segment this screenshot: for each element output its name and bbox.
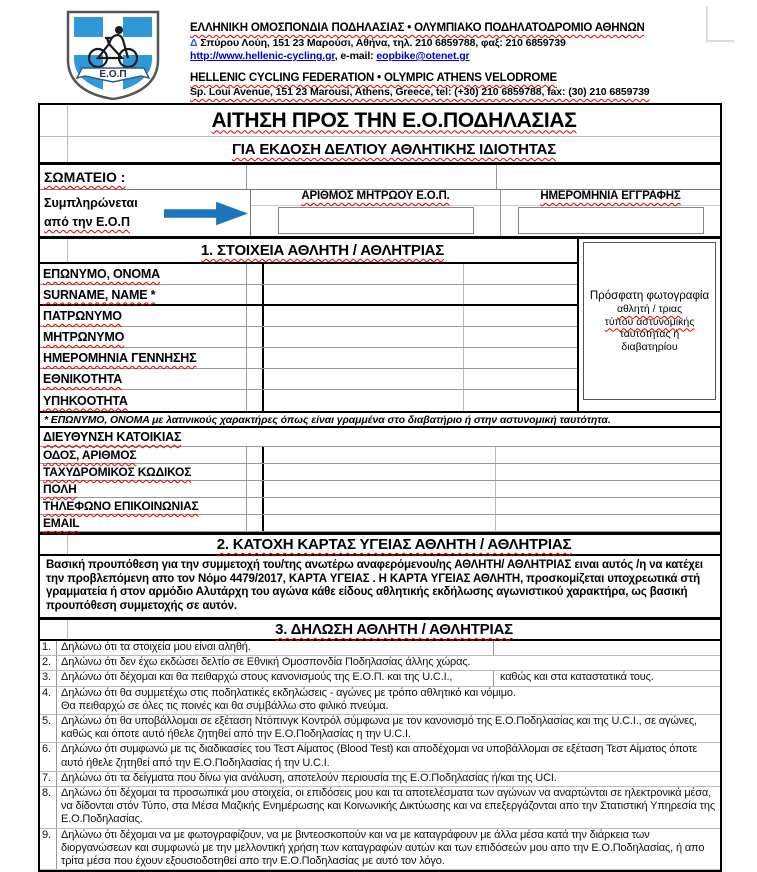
item-text-line: Δηλώνω ότι συμφωνώ με τις διαδικασίες του Τεστ Αίματος (Blood Test) και αποδέχομαι να υποβάλλομαι σε εξέταση Τεστ Αίματος όποτε αυτό ήθελε ζητηθεί από την Ε.Ο.Ποδηλασίας ή την U.C.I. <box>61 743 698 769</box>
office-use-line2: από την Ε.Ο.Π <box>44 215 131 229</box>
form-subtitle: ΓΙΑ ΕΚΔΟΣΗ ΔΕΛΤΙΟΥ ΑΘΛΗΤΙΚΗΣ ΙΔΙΟΤΗΤΑΣ <box>231 141 556 158</box>
photo-note-line: αθλητή / τριας <box>616 303 683 315</box>
field-input-secondary[interactable] <box>464 390 577 411</box>
address-greek <box>190 37 582 63</box>
section2-title: 2. ΚΑΤΟΧΗ ΚΑΡΤΑΣ ΥΓΕΙΑΣ ΑΘΛΗΤΗ / ΑΘΛΗΤΡΙΑΣ <box>216 536 572 553</box>
athlete-field-row <box>40 348 577 369</box>
field-input-secondary[interactable] <box>496 481 720 497</box>
declaration-item <box>40 829 720 871</box>
spacer-cell <box>40 105 68 136</box>
declaration-item <box>40 715 720 743</box>
org-name-greek: ΕΛΛΗΝΙΚΗ ΟΜΟΣΠΟΝΔΙΑ ΠΟΔΗΛΑΣΙΑΣ • ΟΛΥΜΠΙΑΚΟ ΠΟΔΗΛΑΤΟΔΡΟΜΙΟ ΑΘΗΝΩΝ <box>190 22 645 34</box>
text-segment: , e-mail: <box>334 50 377 62</box>
office-use-note <box>40 190 250 236</box>
field-label: ΗΜΕΡΟΜΗΝΙΑ ΓΕΝΝΗΣΗΣ <box>40 348 247 368</box>
item-number: 7. <box>40 772 57 786</box>
section1-header <box>40 239 577 264</box>
logo-text: Ε.Ο.Π <box>99 69 127 80</box>
item-text-line: Δηλώνω ότι δέχομαι και θα πειθαρχώ στους κανονισμούς της Ε.Ο.Π. και της U.C.I., <box>61 671 453 684</box>
item-text-line: Θα πειθαρχώ σε όλες τις ποινές και θα συμβάλλω στο φιλικό πνεύμα. <box>61 699 389 712</box>
address-field-row <box>40 515 720 532</box>
field-input[interactable] <box>264 306 464 326</box>
declaration-item <box>40 743 720 771</box>
field-input[interactable] <box>264 369 464 389</box>
narrow-cell <box>247 498 264 514</box>
org-name-english: HELLENIC CYCLING FEDERATION • OLYMPIC ATHENS VELODROME <box>190 72 557 84</box>
text-segment: Δ <box>190 37 201 49</box>
photo-note-line: διαβατηρίου <box>621 340 678 353</box>
section1-title: 1. ΣΤΟΙΧΕΙΑ ΑΘΛΗΤΗ / ΑΘΛΗΤΡΙΑΣ <box>200 242 445 259</box>
text-segment: Σπύρου Λούη, 151 23 Μαρούσι, Αθήνα, τηλ. 210 6859788, φαξ: 210 6859739 <box>200 37 566 49</box>
field-input[interactable] <box>264 264 464 284</box>
field-input[interactable] <box>264 447 496 463</box>
athlete-field-row <box>40 327 577 348</box>
field-input-secondary[interactable] <box>496 498 720 514</box>
address-field-row <box>40 498 720 515</box>
field-label: ΠΟΛΗ <box>40 481 247 497</box>
letterhead <box>62 8 738 100</box>
declaration-item <box>40 687 720 715</box>
field-input[interactable] <box>264 285 464 304</box>
address-field-row <box>40 481 720 498</box>
club-row <box>40 162 720 189</box>
item-text <box>57 671 493 685</box>
field-label: EMAIL <box>40 515 247 531</box>
latin-characters-footnote: * ΕΠΩΝΥΜΟ, ΟΝΟΜΑ με λατινικούς χαρακτήρες όπως είναι γραμμένα στο διαβατήριο ή στην αστυνομική ταυτότητα. <box>40 411 720 428</box>
photo-note-line: Πρόσφατη φωτογραφία <box>589 290 710 302</box>
section2-header <box>40 532 720 556</box>
athlete-fields <box>40 264 577 411</box>
narrow-cell <box>247 390 264 411</box>
field-label: ΕΘΝΙΚΟΤΗΤΑ <box>40 369 247 389</box>
field-label: ΕΠΩΝΥΜΟ, ΟΝΟΜΑ <box>40 264 247 284</box>
item-text-line: Δηλώνω ότι δεν έχω εκδώσει δελτίο σε Εθνική Ομοσπονδία Ποδηλασίας άλλης χώρας. <box>61 656 471 669</box>
item-text <box>57 715 720 742</box>
item-number: 6. <box>40 743 57 770</box>
form-title: ΑΙΤΗΣΗ ΠΡΟΣ ΤΗΝ Ε.Ο.ΠΟΔΗΛΑΣΙΑΣ <box>211 108 577 132</box>
field-label: ΟΔΟΣ, ΑΡΙΘΜΟΣ <box>40 447 247 463</box>
section1-athlete-details <box>40 236 720 411</box>
athlete-field-row <box>40 264 577 285</box>
registration-date-input[interactable] <box>518 207 704 234</box>
section3-title: 3. ΔΗΛΩΣΗ ΑΘΛΗΤΗ / ΑΘΛΗΤΡΙΑΣ <box>275 621 513 638</box>
athlete-field-row <box>40 390 577 411</box>
item-text-line: Δηλώνω ότι θα υποβάλλομαι σε εξέταση Ντόπινγκ Κοντρόλ σύμφωνα με τον κανονισμό της Ε.Ο.Ποδηλασίας και της U.C.I., σε αγώνες, καθώς και όποτε αυτό ήθελε ζητηθεί από την Ε.Ο.Ποδηλασίας η την U.C.I. <box>61 715 697 741</box>
field-label: ΥΠΗΚΟΟΤΗΤΑ <box>40 390 247 411</box>
item-text-secondary: καθώς και στα καταστατικά τους. <box>493 671 720 685</box>
item-text <box>57 787 720 828</box>
declaration-list <box>40 641 720 870</box>
registration-number-input[interactable] <box>278 207 474 234</box>
narrow-cell <box>247 447 264 463</box>
narrow-cell <box>247 348 264 368</box>
field-label: ΤΑΧΥΔΡΟΜΙΚΟΣ ΚΩΔΙΚΟΣ <box>40 464 247 480</box>
item-text <box>57 656 720 670</box>
item-text-line: Δηλώνω ότι τα στοιχεία μου είναι αληθή. <box>61 641 251 653</box>
athlete-field-row <box>40 285 577 306</box>
field-input[interactable] <box>264 390 464 411</box>
address-field-row <box>40 447 720 464</box>
field-input[interactable] <box>264 464 496 480</box>
item-number: 3. <box>40 671 57 685</box>
narrow-cell <box>247 327 264 347</box>
item-text <box>57 687 720 714</box>
declaration-item <box>40 772 720 787</box>
narrow-cell <box>247 264 264 284</box>
section3-header <box>40 617 720 641</box>
field-label: ΜΗΤΡΩΝΥΜΟ <box>40 327 247 347</box>
field-input[interactable] <box>264 498 496 514</box>
item-text <box>57 829 720 870</box>
spacer-cell <box>40 137 68 162</box>
declaration-item <box>40 656 720 671</box>
title-row <box>40 105 720 136</box>
field-input[interactable] <box>264 481 496 497</box>
item-number: 1. <box>40 641 57 655</box>
item-number: 4. <box>40 687 57 714</box>
spacer-cell <box>40 239 68 262</box>
hyperlink[interactable]: http://www.hellenic-cycling.gr <box>190 50 335 62</box>
narrow-cell <box>247 306 264 326</box>
federation-logo <box>62 8 164 100</box>
club-input[interactable] <box>247 165 497 189</box>
athlete-field-row <box>40 306 577 327</box>
address-section-header: ΔΙΕΥΘΥΝΣΗ ΚΑΤΟΙΚΙΑΣ <box>40 428 720 447</box>
office-use-row <box>40 189 720 236</box>
hyperlink[interactable]: eopbike@otenet.gr <box>376 50 470 62</box>
photo-note-line: τύπου αστυνομικής <box>604 315 695 328</box>
narrow-cell <box>247 369 264 389</box>
item-text-line: Δηλώνω ότι τα δείγματα που δίνω για ανάλυση, αποτελούν περιουσία της Ε.Ο.Ποδηλασίας ή/και της UCI. <box>61 771 557 784</box>
item-number: 2. <box>40 656 57 670</box>
letterhead-text <box>190 8 738 100</box>
narrow-cell <box>247 515 264 531</box>
address-fields <box>40 447 720 532</box>
narrow-cell <box>247 481 264 497</box>
address-field-row <box>40 464 720 481</box>
item-number: 5. <box>40 715 57 742</box>
health-card-paragraph: Βασική προυπόθεση για την συμμετοχή του/της ανωτέρω αναφερόμενου/ης ΑΘΛΗΤΗ/ ΑΘΛΗΤΡΙΑΣ ειναι αυτός /η να κατέχει την προβλεπόμενη απο τον Νόμο 4479/2017, ΚΑΡΤΑ ΥΓΕΙΑΣ . Η ΚΑΡΤΑ ΥΓΕΙΑΣ ΑΘΛΗΤΗ, προσκομίζεται υποχρεωτικά στή γραμματεία ή στον αρμόδιο Αλυτάρχη του αγώνα κάθε είδους αθλητικής εκδήλωσης αγωνιστικού χαρακτήρα, ως βασική προυπόθεση συμμετοχής σε αυτόν. <box>46 559 703 612</box>
photo-box <box>583 242 716 400</box>
registration-date-zone <box>500 190 720 236</box>
field-input-secondary[interactable] <box>464 306 577 326</box>
address-english: Sp. Loui Avenue, 151 23 Marousi, Athens, Greece, tel: (+30) 210 6859788, fax: (30) 210 6859739 <box>190 86 650 98</box>
registration-number-label: ΑΡΙΘΜΟΣ ΜΗΤΡΩΟΥ Ε.Ο.Π. <box>251 190 500 206</box>
field-label: ΤΗΛΕΦΩΝΟ ΕΠΙΚΟΙΝΩΝΙΑΣ <box>40 498 247 514</box>
subtitle-row <box>40 136 720 162</box>
arrow-right-icon <box>164 201 248 226</box>
field-input-secondary[interactable] <box>464 264 577 284</box>
item-text-secondary <box>493 641 720 655</box>
athlete-field-row <box>40 369 577 390</box>
office-use-line1: Συμπληρώνεται <box>44 196 138 210</box>
declaration-item <box>40 787 720 829</box>
field-label: SURNAME, NAME * <box>40 285 247 304</box>
club-label: ΣΩΜΑΤΕΙΟ : <box>40 165 247 189</box>
item-text <box>57 743 720 770</box>
shield-logo-icon <box>62 8 164 100</box>
field-label: ΠΑΤΡΩΝΥΜΟ <box>40 306 247 326</box>
item-text-line: Δηλώνω ότι δέχομαι να με φωτογραφίζουν, να με βιντεοσκοπούν και να με καταγράφουν με άλλα μέσα κατά την διάρκεια των διοργανώσεων και συμφωνώ με την μελλοντική χρήση των καταγραφών αυτών και των επιδόσεών μου απο την Ε.Ο.Ποδηλασίας, ή απο τρίτα μέσα που έχουν εξουσιοδοτηθεί απο την Ε.Ο.Ποδηλασίας με αυτό τον λόγο. <box>61 828 705 868</box>
declaration-item <box>40 641 720 656</box>
field-input[interactable] <box>264 348 464 368</box>
narrow-cell <box>247 285 264 304</box>
application-form-table <box>38 103 722 872</box>
club-input-secondary[interactable] <box>497 165 720 189</box>
spacer-cell <box>40 535 68 554</box>
field-input-secondary[interactable] <box>464 327 577 347</box>
field-input-secondary[interactable] <box>496 447 720 463</box>
registration-number-zone <box>250 190 500 236</box>
field-input[interactable] <box>264 515 496 531</box>
declaration-item <box>40 671 720 686</box>
registration-date-label: ΗΜΕΡΟΜΗΝΙΑ ΕΓΓΡΑΦΗΣ <box>501 190 720 206</box>
photo-column <box>577 239 720 411</box>
field-input-secondary[interactable] <box>464 369 577 389</box>
field-input-secondary[interactable] <box>496 515 720 531</box>
item-number: 8. <box>40 787 57 828</box>
spacer-cell <box>40 620 68 639</box>
field-input-secondary[interactable] <box>496 464 720 480</box>
field-input[interactable] <box>264 327 464 347</box>
item-text-line: Δηλώνω ότι θα συμμετέχω στις ποδηλατικές εκδηλώσεις - αγώνες με τρόπο αθλητικό και νόμιμο. <box>61 686 516 699</box>
field-input-secondary[interactable] <box>464 285 577 304</box>
item-text-line: Δηλώνω ότι δέχομαι τα προσωπικά μου στοιχεία, οι επιδόσεις μου και τα αποτελέσματα των αγώνων να αναρτώνται σε ηλεκτρονικά μέσα, να δίδονται στόν Τύπο, στα Μέσα Μαζικής Ενημέρωσης και Κοινωνικής Δικτύωσης και να επεξεργάζονται απο την Στατιστική Υπηρεσία της Ε.Ο.Ποδηλασίας. <box>61 787 715 826</box>
item-text <box>57 772 720 786</box>
photo-note-line: ταυτότητας ή <box>619 328 680 340</box>
item-text <box>57 641 493 655</box>
item-number: 9. <box>40 829 57 870</box>
field-input-secondary[interactable] <box>464 348 577 368</box>
narrow-cell <box>247 464 264 480</box>
